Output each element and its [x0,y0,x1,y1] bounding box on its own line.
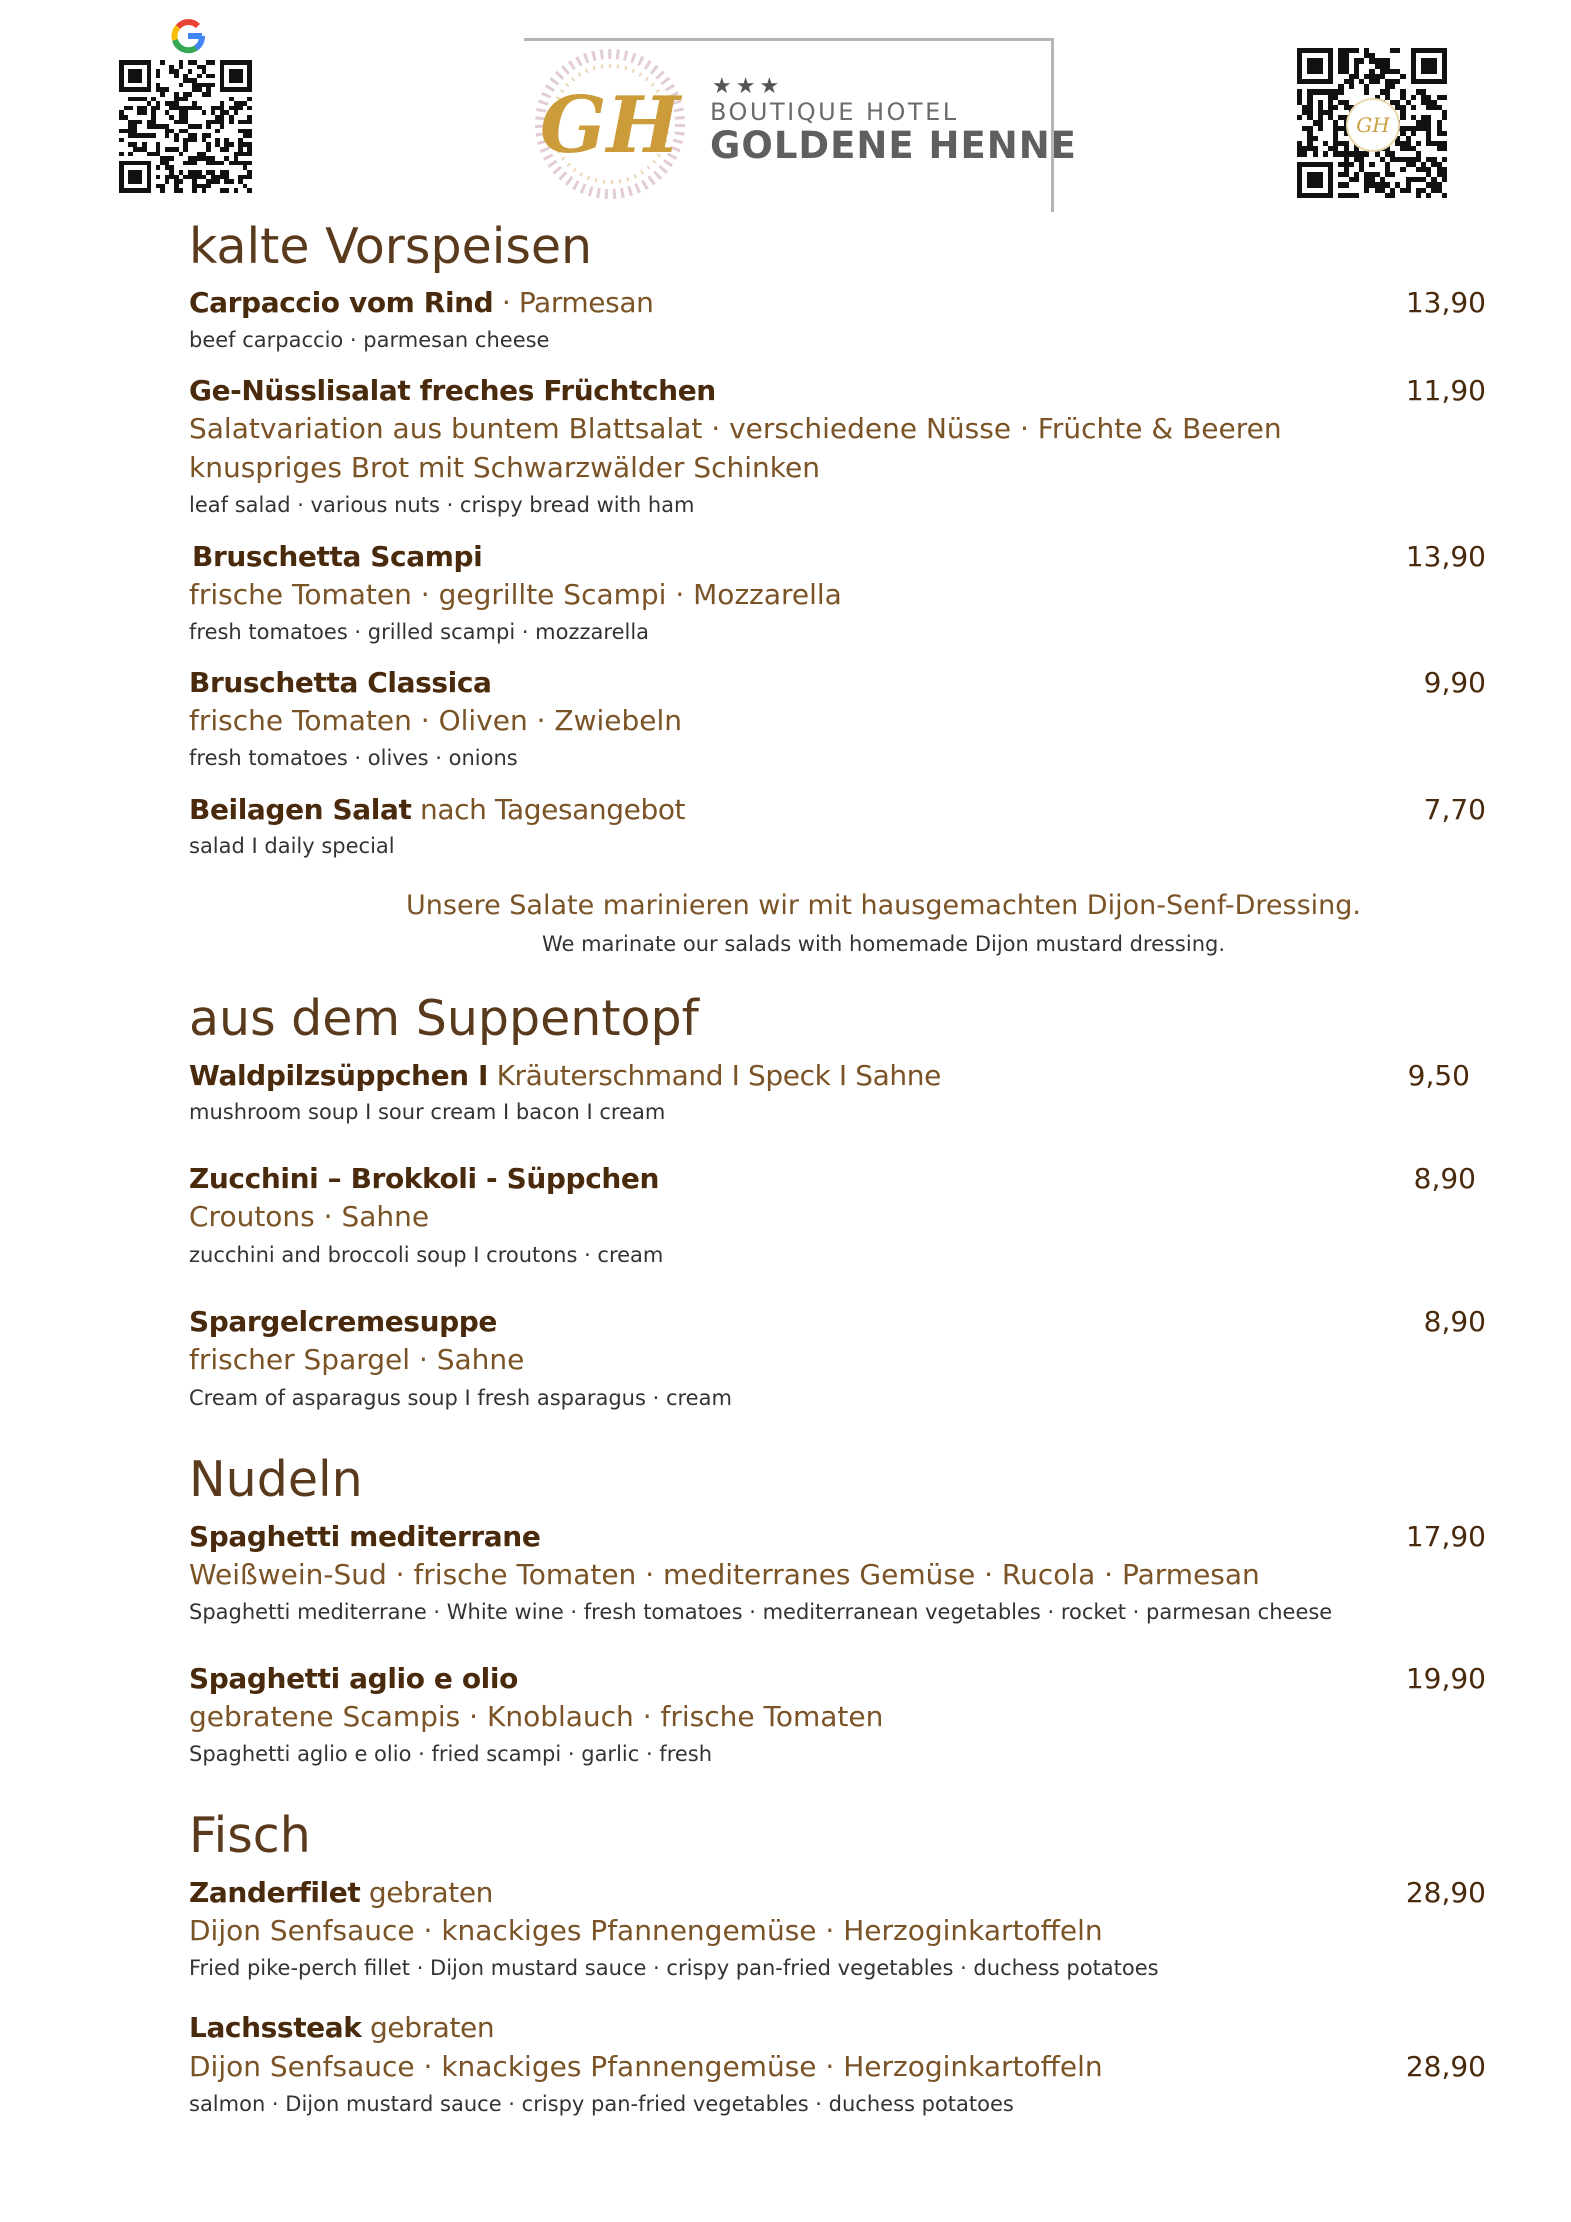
menu-item-name: Spaghetti aglio e olio [189,1662,518,1695]
menu-item-description: frischer Spargel · Sahne [189,1343,525,1376]
menu-item-english: mushroom soup I sour cream I bacon I cream [189,1100,666,1124]
menu-item-price: 9,50 [1407,1059,1470,1092]
menu-item-name: Bruschetta Classica [189,666,492,699]
google-icon [170,18,206,54]
menu-item-english: Spaghetti aglio e olio · fried scampi · garlic · fresh [189,1742,713,1766]
menu-item-name: Bruschetta Scampi [192,540,483,573]
menu-item-english: salmon · Dijon mustard sauce · crispy pan-fried vegetables · duchess potatoes [189,2092,1014,2116]
hotel-subtitle: BOUTIQUE HOTEL [710,98,959,126]
menu-item-description: Weißwein-Sud · frische Tomaten · mediterranes Gemüse · Rucola · Parmesan [189,1558,1260,1591]
menu-item-english: beef carpaccio · parmesan cheese [189,328,550,352]
menu-item-name: Spargelcremesuppe [189,1305,497,1338]
menu-item-price: 13,90 [1405,540,1486,573]
google-review-qr-code[interactable] [119,60,252,193]
menu-item-english: fresh tomatoes · grilled scampi · mozzarella [189,620,650,644]
section-title-kalte-vorspeisen: kalte Vorspeisen [189,218,593,275]
logo-monogram: GH [539,80,681,171]
menu-item-price: 19,90 [1405,1662,1486,1695]
menu-item-english: Cream of asparagus soup I fresh asparagus · cream [189,1386,732,1410]
section-title-fisch: Fisch [189,1807,311,1864]
hotel-monogram-logo [530,40,690,208]
menu-item-price: 13,90 [1405,286,1486,319]
menu-item-price: 8,90 [1413,1162,1476,1195]
menu-item-name: Beilagen Salat nach Tagesangebot [189,793,686,826]
menu-item-price: 7,70 [1423,793,1486,826]
menu-item-price: 11,90 [1405,374,1486,407]
menu-item-description: Dijon Senfsauce · knackiges Pfannengemüse · Herzoginkartoffeln [189,2050,1103,2083]
menu-item-name: Carpaccio vom Rind · Parmesan [189,286,654,319]
menu-item-description: Croutons · Sahne [189,1200,430,1233]
menu-item-name: Ge-Nüsslisalat freches Früchtchen [189,374,716,407]
menu-item-english: Spaghetti mediterrane · White wine · fresh tomatoes · mediterranean vegetables · rocket · parmesan cheese [189,1600,1333,1624]
menu-item-description: gebratene Scampis · Knoblauch · frische Tomaten [189,1700,884,1733]
qr-logo-badge [1346,98,1400,152]
menu-item-price: 9,90 [1423,666,1486,699]
hotel-name: GOLDENE HENNE [710,124,1077,167]
svg-text:GH: GH [1356,113,1390,137]
menu-item-price: 28,90 [1405,2050,1486,2083]
menu-item-name: Lachssteak gebraten [189,2011,495,2044]
menu-item-price: 28,90 [1405,1876,1486,1909]
menu-item-description: Dijon Senfsauce · knackiges Pfannengemüse · Herzoginkartoffeln [189,1914,1103,1947]
menu-item-description: frische Tomaten · Oliven · Zwiebeln [189,704,683,737]
menu-item-description: knuspriges Brot mit Schwarzwälder Schinken [189,451,820,484]
menu-item-english: zucchini and broccoli soup I croutons · cream [189,1243,664,1267]
menu-item-english: salad I daily special [189,834,395,858]
menu-item-name: Spaghetti mediterrane [189,1520,541,1553]
menu-item-name: Zucchini – Brokkoli - Süppchen [189,1162,660,1195]
menu-item-price: 17,90 [1405,1520,1486,1553]
section-title-suppentopf: aus dem Suppentopf [189,990,699,1047]
section-title-nudeln: Nudeln [189,1451,363,1508]
salad-dressing-note: Unsere Salate marinieren wir mit hausgemachten Dijon-Senf-Dressing. [406,890,1361,921]
menu-item-description: frische Tomaten · gegrillte Scampi · Mozzarella [189,578,842,611]
hotel-stars: ★★★ [712,74,784,99]
menu-item-english: Fried pike-perch fillet · Dijon mustard sauce · crispy pan-fried vegetables · duchess potatoes [189,1956,1159,1980]
menu-item-english: leaf salad · various nuts · crispy bread with ham [189,493,695,517]
menu-item-price: 8,90 [1423,1305,1486,1338]
menu-item-description: Salatvariation aus buntem Blattsalat · verschiedene Nüsse · Früchte & Beeren [189,412,1282,445]
menu-item-english: fresh tomatoes · olives · onions [189,746,518,770]
menu-item-name: Zanderfilet gebraten [189,1876,494,1909]
menu-item-name: Waldpilzsüppchen I Kräuterschmand I Speck I Sahne [189,1059,941,1092]
salad-dressing-note-english: We marinate our salads with homemade Dijon mustard dressing. [541,932,1226,956]
